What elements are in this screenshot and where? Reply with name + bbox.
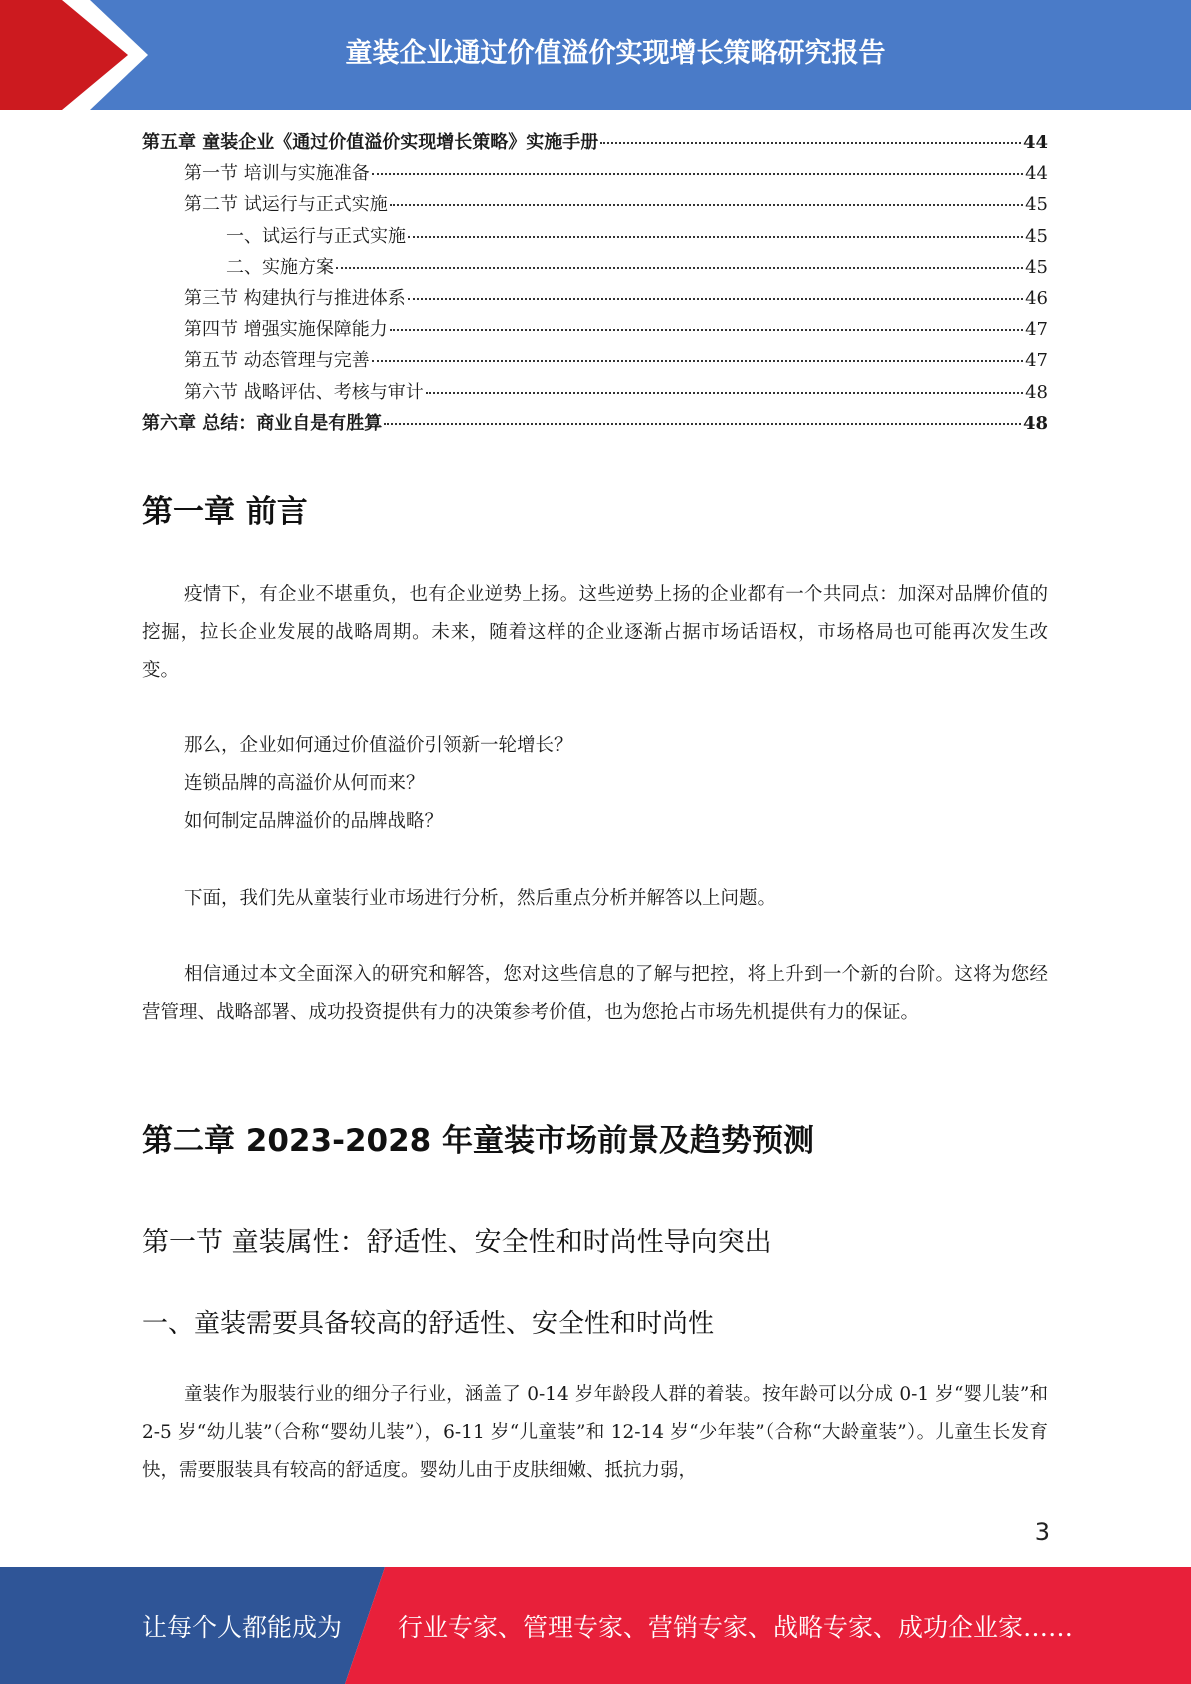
toc-entry-page: 46 xyxy=(1025,287,1048,309)
toc-entry[interactable] xyxy=(142,253,1048,284)
toc-entry-page: 45 xyxy=(1025,225,1048,247)
toc-entry-title: 第一节 培训与实施准备 xyxy=(184,163,370,185)
toc-leader-dots xyxy=(408,298,1023,300)
toc-entry-title: 第六节 战略评估、考核与审计 xyxy=(184,381,424,403)
question-3: 如何制定品牌溢价的品牌战略？ xyxy=(184,811,444,832)
chapter-1-paragraph-2: 下面，我们先从童装行业市场进行分析，然后重点分析并解答以上问题。 xyxy=(184,888,777,909)
toc-leader-dots xyxy=(336,267,1023,269)
toc-entry[interactable] xyxy=(142,128,1048,159)
chapter-2-heading: 第二章 2023-2028 年童装市场前景及趋势预测 xyxy=(142,1123,815,1159)
report-title: 童装企业通过价值溢价实现增长策略研究报告 xyxy=(345,37,886,69)
toc-entry[interactable] xyxy=(142,284,1048,315)
toc-entry-title: 第五章 童装企业《通过价值溢价实现增长策略》实施手册 xyxy=(142,132,599,153)
toc-entry[interactable] xyxy=(142,409,1048,440)
header-band xyxy=(0,0,1191,110)
toc-leader-dots xyxy=(390,329,1023,331)
table-of-contents xyxy=(142,128,1048,440)
footer-slogan-right: 行业专家、管理专家、营销专家、战略专家、成功企业家…… xyxy=(398,1612,1074,1642)
section-1-heading: 第一节 童装属性：舒适性、安全性和时尚性导向突出 xyxy=(142,1227,772,1258)
toc-entry-title: 第六章 总结：商业自是有胜算 xyxy=(142,412,383,434)
footer-slogan-left: 让每个人都能成为 xyxy=(142,1612,343,1642)
toc-entry[interactable] xyxy=(142,222,1048,253)
subsection-1-heading: 一、童装需要具备较高的舒适性、安全性和时尚性 xyxy=(142,1309,715,1339)
chapter-1-paragraph-1: 疫情下，有企业不堪重负，也有企业逆势上扬。这些逆势上扬的企业都有一个共同点：加深对品牌价值的挖掘，拉长企业发展的战略周期。未来，随着这样的企业逐渐占据市场话语权，市场格局也可能再次发生改变。 xyxy=(142,584,1048,681)
chapter-2-paragraph-1: 童装作为服装行业的细分子行业，涵盖了 0-14 岁年龄段人群的着装。按年龄可以分成 0-1 岁“婴儿装”和 2-5 岁“幼儿装”（合称“婴幼儿装”），6-11 岁“儿童装”和 12-14 岁“少年装”（合称“大龄童装”）。儿童生长发育快，需要服装具有较高的舒适度。婴幼儿由于皮肤细嫩、抵抗力弱， xyxy=(142,1384,1048,1481)
chapter-1-heading: 第一章 前言 xyxy=(142,494,308,530)
toc-entry-page: 47 xyxy=(1025,319,1048,341)
toc-entry-title: 第四节 增强实施保障能力 xyxy=(184,319,388,341)
toc-entry[interactable] xyxy=(142,190,1048,221)
toc-entry[interactable] xyxy=(142,378,1048,409)
question-2: 连锁品牌的高溢价从何而来？ xyxy=(184,773,425,794)
page-number: 3 xyxy=(1034,1518,1050,1546)
toc-entry-page: 45 xyxy=(1025,194,1048,216)
toc-leader-dots xyxy=(600,142,1021,144)
toc-leader-dots xyxy=(372,173,1023,175)
toc-entry-page: 48 xyxy=(1025,381,1048,403)
toc-leader-dots xyxy=(408,236,1023,238)
toc-leader-dots xyxy=(384,423,1021,425)
toc-entry-title: 二、实施方案 xyxy=(226,256,334,278)
toc-leader-dots xyxy=(390,204,1023,206)
toc-entry-page: 44 xyxy=(1022,132,1048,153)
toc-entry[interactable] xyxy=(142,159,1048,190)
toc-entry-page: 45 xyxy=(1025,256,1048,278)
toc-entry-title: 一、试运行与正式实施 xyxy=(226,225,406,247)
toc-entry[interactable] xyxy=(142,315,1048,346)
toc-leader-dots xyxy=(372,360,1023,362)
toc-entry[interactable] xyxy=(142,346,1048,377)
question-1: 那么，企业如何通过价值溢价引领新一轮增长？ xyxy=(184,735,573,756)
chapter-1-paragraph-3: 相信通过本文全面深入的研究和解答，您对这些信息的了解与把控，将上升到一个新的台阶。这将为您经营管理、战略部署、成功投资提供有力的决策参考价值，也为您抢占市场先机提供有力的保证。 xyxy=(142,964,1048,1023)
toc-entry-title: 第三节 构建执行与推进体系 xyxy=(184,287,406,309)
toc-entry-page: 48 xyxy=(1022,412,1048,434)
toc-entry-page: 47 xyxy=(1025,350,1048,372)
toc-entry-title: 第五节 动态管理与完善 xyxy=(184,350,370,372)
toc-leader-dots xyxy=(426,392,1023,394)
footer-band xyxy=(0,1567,1191,1684)
chevron-logo-icon xyxy=(0,0,160,110)
toc-entry-title: 第二节 试运行与正式实施 xyxy=(184,194,388,216)
toc-entry-page: 44 xyxy=(1025,163,1048,185)
